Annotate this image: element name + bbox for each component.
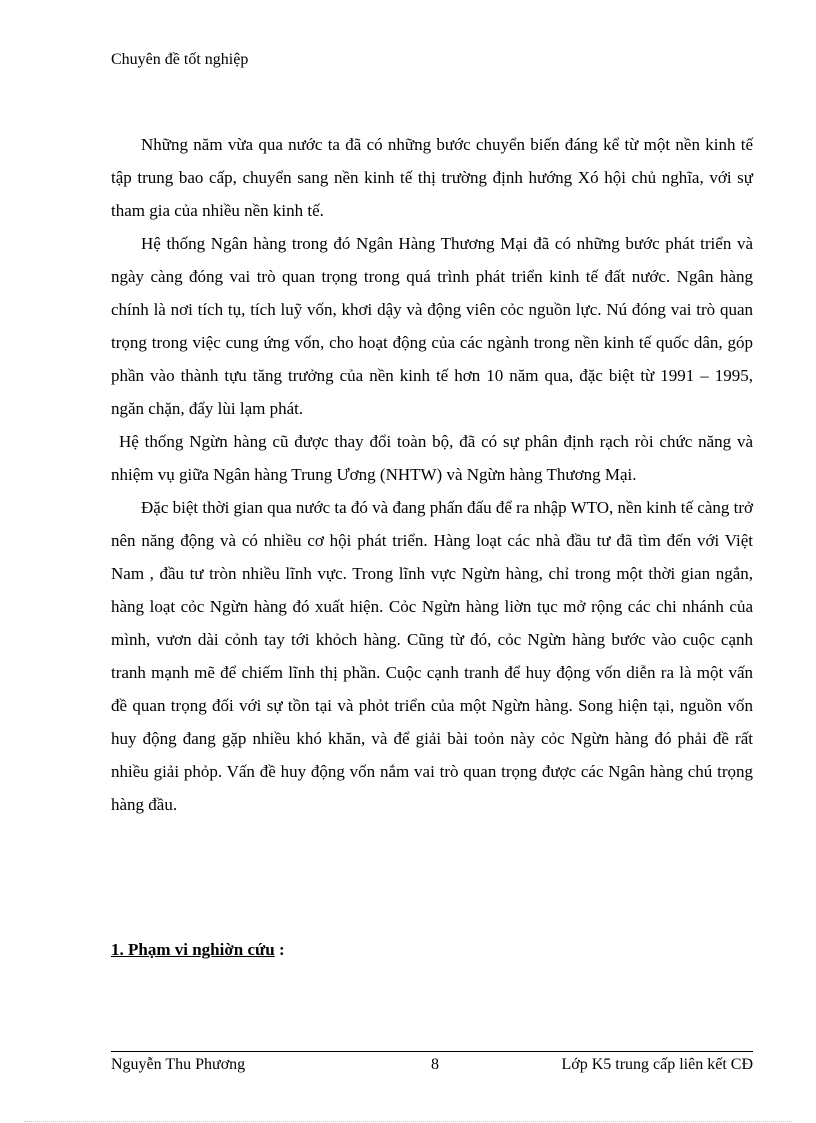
page-bottom-edge: [24, 1121, 792, 1122]
footer-page-number: 8: [431, 1056, 439, 1073]
page-header-title: Chuyên đề tốt nghiệp: [111, 51, 249, 68]
footer-divider: [111, 1051, 753, 1052]
paragraph-3: Hệ thống Ngừn hàng cũ được thay đổi toàn bộ, đã có sự phân định rạch ròi chức năng và nhiệm vụ giữa Ngân hàng Trung Ương (NHTW) và Ngừn hàng Thương Mại.: [111, 432, 753, 484]
paragraph-1: Những năm vừa qua nước ta đã có những bước chuyển biến đáng kể từ một nền kinh tế tập trung bao cấp, chuyển sang nền kinh tế thị trường định hướng Xó hội chủ nghĩa, với sự tham gia của nhiều nền kinh tế.: [111, 135, 753, 220]
footer-class-info: Lớp K5 trung cấp liên kết CĐ: [561, 1056, 753, 1073]
section-heading: [111, 938, 285, 962]
body-text: [111, 128, 753, 821]
section-heading-text: 1. Phạm vi nghiờn cứu: [111, 940, 275, 959]
footer-author: Nguyễn Thu Phương: [111, 1056, 246, 1073]
paragraph-4: Đặc biệt thời gian qua nước ta đó và đang phấn đấu để ra nhập WTO, nền kinh tế càng trở nên năng động và có nhiều cơ hội phát triển. Hàng loạt các nhà đầu tư đã tìm đến với Việt Nam , đầu tư tròn nhiều lĩnh vực. Trong lĩnh vực Ngừn hàng, chỉ trong một thời gian ngắn, hàng loạt cỏc Ngừn hàng đó xuất hiện. Cỏc Ngừn hàng liờn tục mở rộng các chi nhánh của mình, vươn dài cỏnh tay tới khỏch hàng. Cũng từ đó, cỏc Ngừn hàng bước vào cuộc cạnh tranh mạnh mẽ để chiếm lĩnh thị phần. Cuộc cạnh tranh để huy động vốn diễn ra là một vấn đề quan trọng đối với sự tồn tại và phỏt triển của một Ngừn hàng. Song hiện tại, nguồn vốn huy động đang gặp nhiều khó khăn, và để giải bài toỏn này cỏc Ngừn hàng đó phải đề rất nhiều giải phỏp. Vấn đề huy động vốn nắm vai trò quan trọng được các Ngân hàng chú trọng hàng đầu.: [111, 498, 753, 814]
section-heading-colon: :: [274, 940, 285, 959]
page-footer: [111, 1054, 753, 1076]
paragraph-2: Hệ thống Ngân hàng trong đó Ngân Hàng Thương Mại đã có những bước phát triển và ngày càng đóng vai trò quan trọng trong quá trình phát triển kinh tế đất nước. Ngân hàng chính là nơi tích tụ, tích luỹ vốn, khơi dậy và động viên cỏc nguồn lực. Nú đóng vai trò quan trọng trong việc cung ứng vốn, cho hoạt động của các ngành trong nền kinh tế quốc dân, góp phần vào thành tựu tăng trưởng của nền kinh tế hơn 10 năm qua, đặc biệt từ 1991 – 1995, ngăn chặn, đẩy lùi lạm phát.: [111, 234, 753, 418]
